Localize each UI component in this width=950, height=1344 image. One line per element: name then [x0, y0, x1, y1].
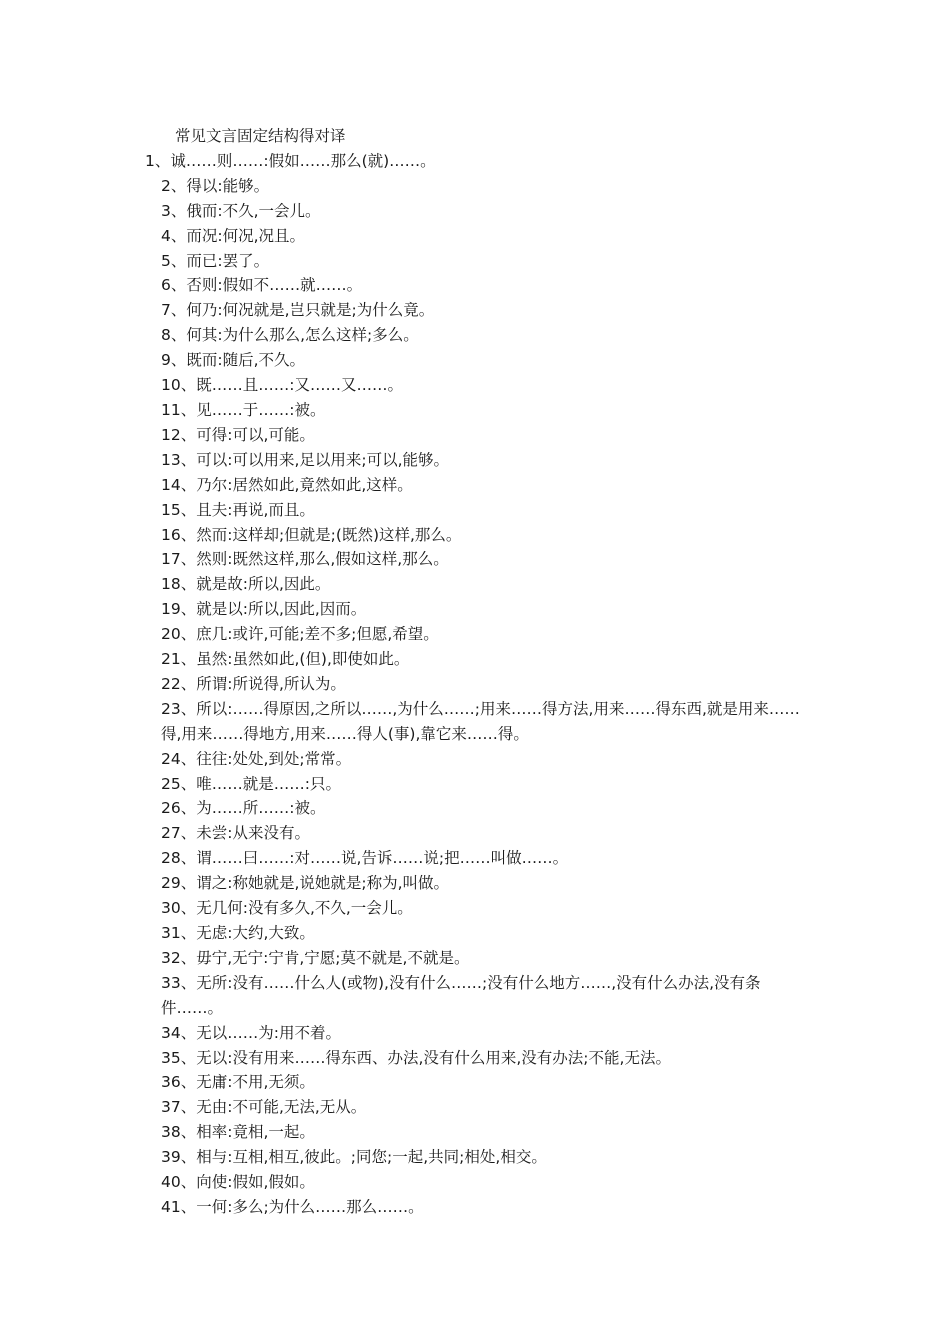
list-item: 13、可以:可以用来,足以用来;可以,能够。	[161, 450, 450, 469]
list-item: 32、毋宁,无宁:宁肯,宁愿;莫不就是,不就是。	[161, 948, 470, 967]
list-item: 5、而已:罢了。	[161, 251, 270, 270]
list-item: 16、然而:这样却;但就是;(既然)这样,那么。	[161, 525, 462, 544]
list-item: 22、所谓:所说得,所认为。	[161, 674, 346, 693]
list-item: 41、一何:多么;为什么……那么……。	[161, 1197, 424, 1216]
list-item: 31、无虑:大约,大致。	[161, 924, 315, 942]
list-item: 34、无以……为:用不着。	[161, 1023, 341, 1042]
list-item: 37、无由:不可能,无法,无从。	[161, 1098, 367, 1117]
list-item: 7、何乃:何况就是,岂只就是;为什么竟。	[161, 301, 435, 320]
list-item: 28、谓……曰……:对……说,告诉……说;把……叫做……。	[161, 849, 569, 868]
list-item: 35、无以:没有用来……得东西、办法,没有什么用来,没有办法;不能,无法。	[161, 1048, 671, 1067]
list-item: 29、谓之:称她就是,说她就是;称为,叫做。	[161, 874, 450, 893]
list-item: 24、往往:处处,到处;常常。	[161, 749, 352, 768]
list-item: 1、诚……则……:假如……那么(就)……。	[145, 151, 436, 170]
list-item: 19、就是以:所以,因此,因而。	[161, 600, 367, 619]
list-item: 9、既而:随后,不久。	[161, 351, 306, 370]
list-item: 26、为……所……:被。	[161, 799, 326, 818]
list-item: 36、无庸:不用,无须。	[161, 1073, 315, 1092]
list-item: 18、就是故:所以,因此。	[161, 575, 331, 594]
list-item: 4、而况:何况,况且。	[161, 226, 306, 245]
list-item: 17、然则:既然这样,那么,假如这样,那么。	[161, 550, 449, 569]
list-item: 10、既……且……:又……又……。	[161, 376, 403, 395]
list-item: 15、且夫:再说,而且。	[161, 500, 315, 519]
list-item: 14、乃尔:居然如此,竟然如此,这样。	[161, 475, 413, 494]
list-item: 3、俄而:不久,一会儿。	[161, 201, 321, 220]
list-item: 40、向使:假如,假如。	[161, 1173, 315, 1192]
list-item: 33、无所:没有……什么人(或物),没有什么……;没有什么地方……,没有什么办法,没有条件……。	[161, 973, 761, 1017]
item-list	[145, 149, 813, 1220]
list-item: 6、否则:假如不……就……。	[161, 276, 363, 295]
list-item: 39、相与:互相,相互,彼此。;同您;一起,共同;相处,相交。	[161, 1148, 547, 1167]
list-item: 11、见……于……:被。	[161, 400, 326, 419]
list-item: 23、所以:……得原因,之所以……,为什么……;用来……得方法,用来……得东西,就是用来……得,用来……得地方,用来……得人(事),靠它来……得。	[161, 699, 800, 743]
list-item: 2、得以:能够。	[161, 176, 270, 195]
document-page	[145, 124, 813, 1220]
list-item: 38、相率:竟相,一起。	[161, 1123, 315, 1142]
list-item: 12、可得:可以,可能。	[161, 425, 315, 444]
list-item: 30、无几何:没有多久,不久,一会儿。	[161, 899, 413, 918]
list-item: 21、虽然:虽然如此,(但),即使如此。	[161, 650, 410, 669]
list-item: 20、庶几:或许,可能;差不多;但愿,希望。	[161, 625, 439, 644]
list-item: 25、唯……就是……:只。	[161, 774, 341, 793]
list-item: 27、未尝:从来没有。	[161, 824, 310, 843]
document-title: 常见文言固定结构得对译	[175, 127, 346, 145]
list-item: 8、何其:为什么那么,怎么这样;多么。	[161, 326, 419, 345]
